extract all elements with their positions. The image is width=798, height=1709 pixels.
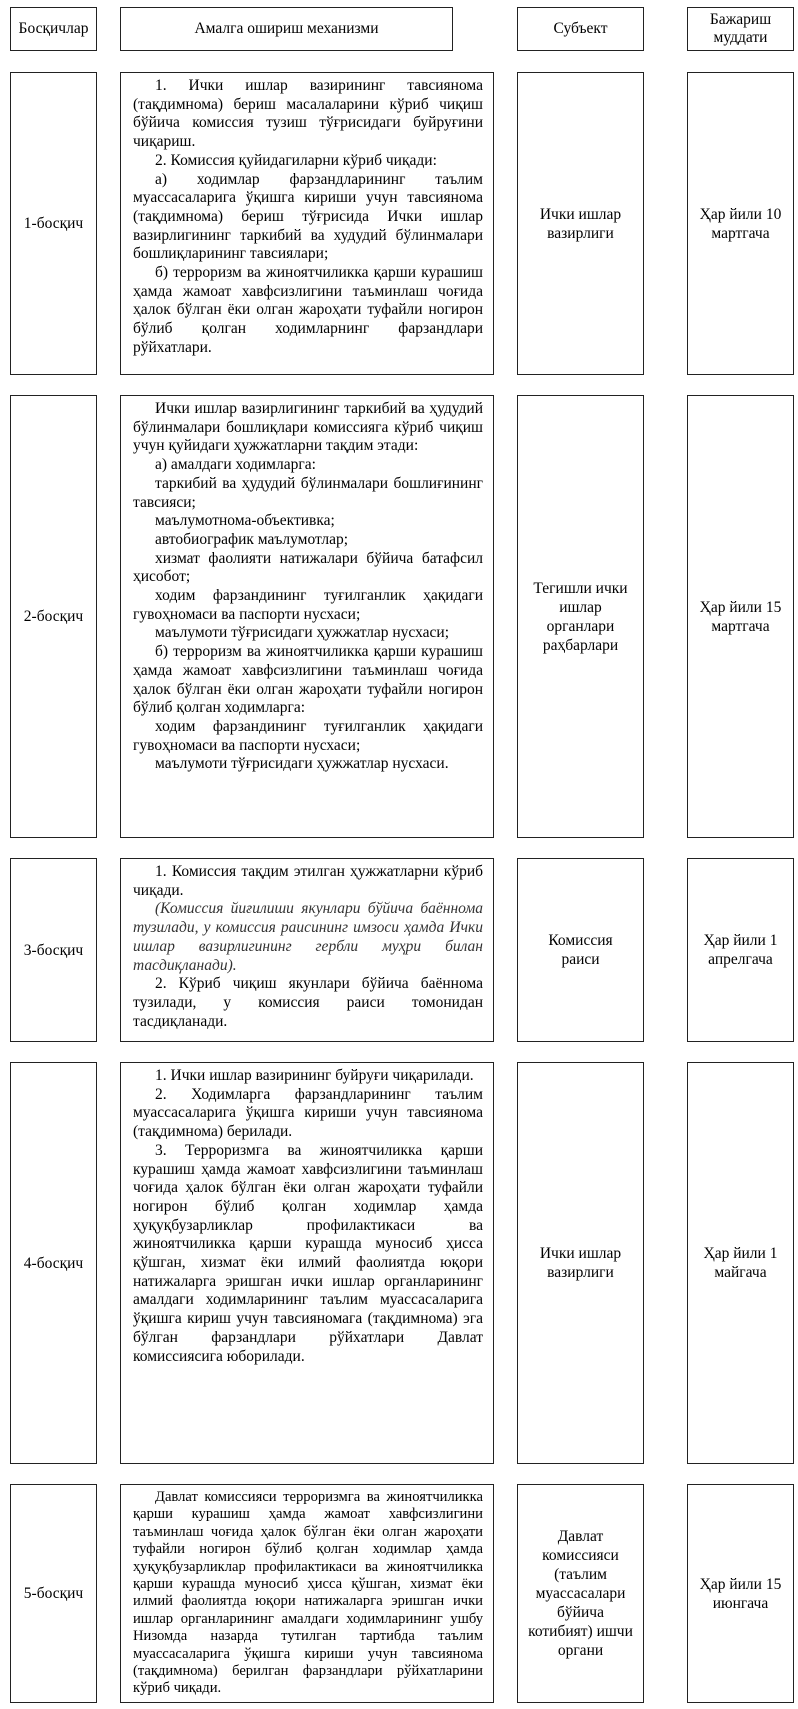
subject-label: Давлат комиссияси (таълим муассасалари бўйича котибият) ишчи органи xyxy=(528,1528,633,1659)
stage-label: 2-босқич xyxy=(23,608,84,625)
mechanism-paragraph: ходим фарзандининг туғилганлик ҳақидаги гувоҳномаси ва паспорти нусхаси; xyxy=(133,717,483,754)
mechanism-paragraph: 3. Терроризмга ва жиноятчиликка қарши курашиш ҳамда жамоат хавфсизлигини таъминлаш чоғида ҳалок бўлган ёки олган жароҳати туфайли ногирон бўлиб қолган ходимлар ҳамда ҳуқуқбузарликлар профилактикаси ва жиноятчиликка қарши курашда муносиб ҳисса қўшган, хизмат ёки илмий фаолиятда юқори натижаларга эришган ички ишлар органларининг амалдаги ходимларининг таълим муассасаларига ўқишга кириш учун тавсияномага (тақдимнома) эга бўлган фарзандлари рўйхатлари Давлат комиссиясига юборилади. xyxy=(133,1141,483,1365)
subject-cell xyxy=(517,858,644,1042)
header-stage xyxy=(10,7,97,51)
mechanism-paragraph: б) терроризм ва жиноятчиликка қарши курашиш ҳамда жамоат хавфсизлигини таъминлаш чоғида ҳалок бўлган ёки олган жароҳати туфайли ногирон бўлиб қолган ходимларга: xyxy=(133,643,483,717)
deadline-label: Ҳар йили 15 мартгача xyxy=(699,598,782,635)
mechanism-paragraph: Ички ишлар вазирлигининг таркибий ва ҳудудий бўлинмалари бошлиқлари комиссияга кўриб чиқиш учун қуйидаги ҳужжатларни тақдим этади: xyxy=(133,400,483,455)
header-deadline-label: Бажариш муддати xyxy=(709,11,772,46)
mechanism-cell xyxy=(120,1062,494,1464)
header-mechanism-label: Амалга ошириш механизми xyxy=(194,20,379,37)
stage-cell xyxy=(10,395,97,838)
mechanism-paragraph: 1. Комиссия тақдим этилган ҳужжатларни кўриб чиқади. xyxy=(133,863,483,899)
subject-cell xyxy=(517,72,644,375)
mechanism-paragraph: а) амалдаги ходимларга: xyxy=(155,456,316,474)
deadline-cell xyxy=(687,72,794,375)
subject-cell xyxy=(517,1062,644,1464)
stage-label: 5-босқич xyxy=(23,1585,84,1602)
stage-label: 4-босқич xyxy=(23,1254,84,1272)
deadline-label: Ҳар йили 15 июнгача xyxy=(699,1575,782,1612)
mechanism-paragraph: автобиографик маълумотлар; xyxy=(155,530,349,548)
mechanism-cell xyxy=(120,1484,494,1703)
subject-label: Комиссия раиси xyxy=(548,932,613,968)
stage-cell xyxy=(10,72,97,375)
deadline-cell xyxy=(687,1484,794,1703)
mechanism-paragraph: Давлат комиссияси терроризмга ва жиноятчиликка қарши курашиш ҳамда жамоат хавфсизлигини таъминлаш чоғида ҳалок бўлган ёки олган жароҳати туфайли ногирон бўлиб қолган ходимлар ҳамда ҳуқуқбузарликлар профилактикаси ва жиноятчиликка қарши курашда муносиб ҳисса қўшган, хизмат ёки илмий фаолиятда юқори натижаларга эришган ички ишлар органларининг амалдаги ходимларининг ушбу Низомда назарда тутилган тартибда таълим муассасаларига ўқишга кириши учун тавсиянома (тақдимнома) берилган фарзандлари рўйхатларини кўриб чиқади. xyxy=(133,1489,483,1697)
mechanism-paragraph: ходим фарзандининг туғилганлик ҳақидаги гувоҳномаси ва паспорти нусхаси; xyxy=(133,587,483,623)
header-mechanism xyxy=(120,7,453,51)
mechanism-paragraph: 2. Ходимларга фарзандларининг таълим муассасаларига ўқишга кириши учун тавсиянома (тақдимнома) берилади. xyxy=(133,1085,483,1141)
deadline-label: Ҳар йили 1 майгача xyxy=(703,1245,778,1281)
mechanism-cell xyxy=(120,858,494,1042)
mechanism-paragraph: 2. Комиссия қуйидагиларни кўриб чиқади: xyxy=(155,151,437,169)
subject-label: Тегишли ички ишлар органлари раҳбарлари xyxy=(533,579,628,654)
mechanism-paragraph: (Комиссия йиғилиши якунлари бўйича баённома тузилади, у комиссия раисининг имзоси ҳамда Ички ишлар вазирлигининг гербли муҳри билан тасдиқланади). xyxy=(133,900,483,974)
header-deadline xyxy=(687,7,794,51)
deadline-cell xyxy=(687,395,794,838)
deadline-cell xyxy=(687,858,794,1042)
stage-cell xyxy=(10,858,97,1042)
mechanism-paragraph: таркибий ва ҳудудий бўлинмалари бошлиғининг тавсияси; xyxy=(133,474,483,511)
deadline-label: Ҳар йили 1 апрелгача xyxy=(703,932,778,968)
mechanism-paragraph: 1. Ички ишлар вазирининг тавсиянома (тақдимнома) бериш масалаларини кўриб чиқиш бўйича комиссия тузиш тўғрисидаги буйруғини чиқариш. xyxy=(133,77,483,151)
subject-cell xyxy=(517,1484,644,1703)
mechanism-cell xyxy=(120,395,494,838)
stage-label: 3-босқич xyxy=(23,941,84,959)
mechanism-paragraph: 1. Ички ишлар вазирининг буйруғи чиқарилади. xyxy=(155,1067,474,1084)
subject-label: Ички ишлар вазирлиги xyxy=(539,1245,622,1281)
header-subject-label: Субъект xyxy=(553,20,608,37)
mechanism-paragraph: маълумотнома-объективка; xyxy=(155,512,335,530)
mechanism-paragraph: маълумоти тўғрисидаги ҳужжатлар нусхаси; xyxy=(155,624,450,642)
subject-cell xyxy=(517,395,644,838)
stage-cell xyxy=(10,1062,97,1464)
mechanism-cell xyxy=(120,72,494,375)
deadline-cell xyxy=(687,1062,794,1464)
header-stage-label: Босқичлар xyxy=(18,20,89,37)
mechanism-paragraph: хизмат фаолияти натижалари бўйича батафсил ҳисобот; xyxy=(133,549,483,586)
mechanism-paragraph: б) терроризм ва жиноятчиликка қарши курашиш ҳамда жамоат хавфсизлигини таъминлаш чоғида ҳалок бўлган ёки олган жароҳати туфайли ногирон бўлиб қолган ходимларнинг фарзандлари рўйхатлари. xyxy=(133,264,483,356)
header-subject xyxy=(517,7,644,51)
mechanism-paragraph: 2. Кўриб чиқиш якунлари бўйича баённома тузилади, у комиссия раиси томонидан тасдиқланади. xyxy=(133,975,483,1030)
stage-label: 1-босқич xyxy=(23,215,84,232)
deadline-label: Ҳар йили 10 мартгача xyxy=(699,205,782,242)
mechanism-paragraph: а) ходимлар фарзандларининг таълим муассасаларига ўқишга кириши учун тавсиянома (тақдимнома) бериш тўғрисида Ички ишлар вазирлигининг таркибий ва худудий бўлинмалари бошлиқларининг тавсиялари; xyxy=(133,170,483,263)
mechanism-paragraph: маълумоти тўғрисидаги ҳужжатлар нусхаси. xyxy=(155,755,449,773)
stage-cell xyxy=(10,1484,97,1703)
subject-label: Ички ишлар вазирлиги xyxy=(539,205,622,242)
